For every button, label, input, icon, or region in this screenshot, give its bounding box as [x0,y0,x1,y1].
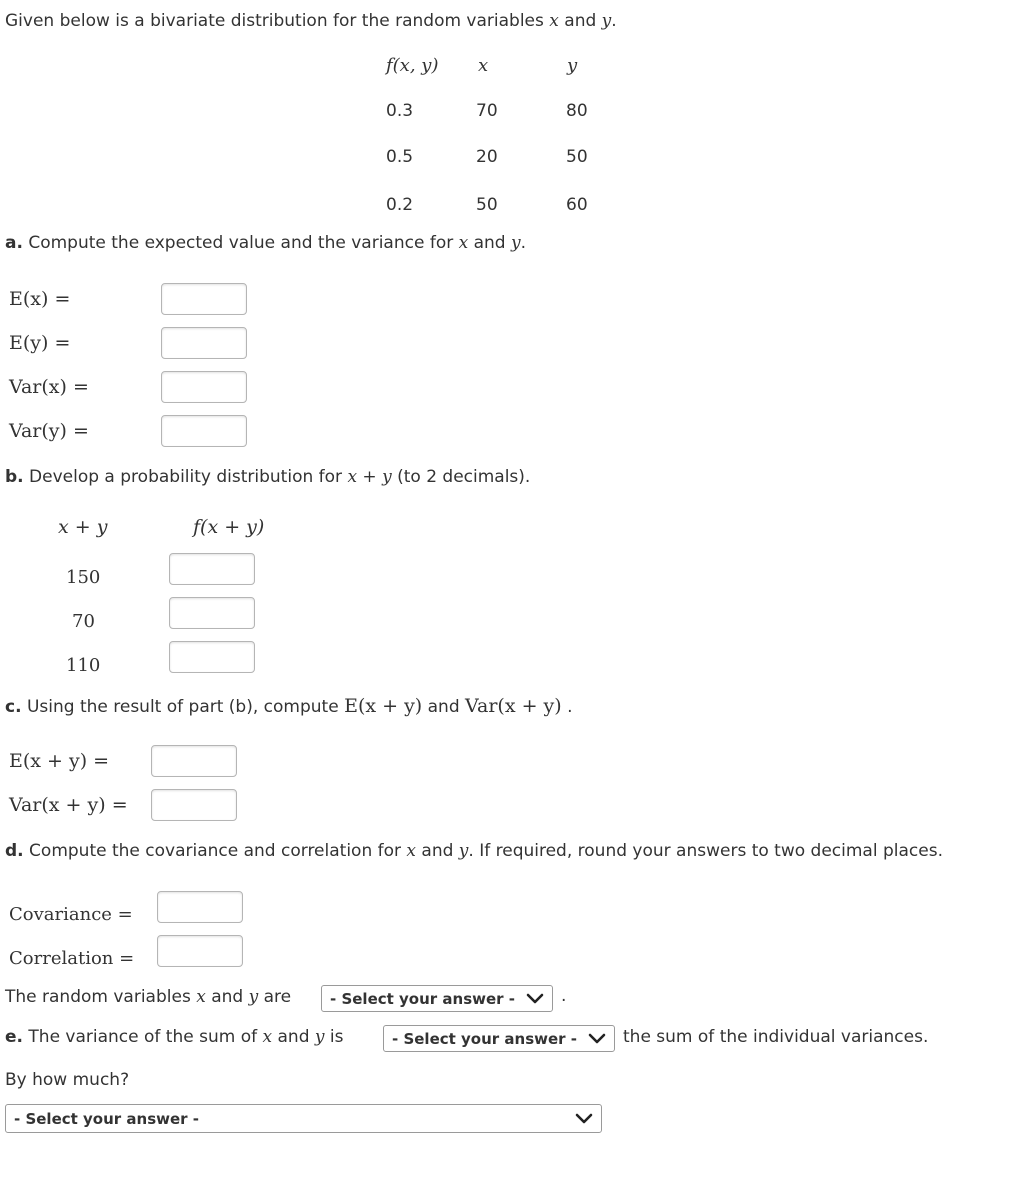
table-cell: 20 [476,147,498,167]
varxy-label: Var(x + y) = [9,794,128,816]
varx-label: Var(x) = [9,376,89,398]
intro-text: Given below is a bivariate distribution for the random variables x and y. [5,11,617,31]
table-header-fxy: f(x, y) [386,55,439,76]
covariance-input[interactable] [157,891,243,923]
table-header-x: x [478,55,489,76]
vary-label: Var(y) = [9,420,89,442]
table-cell: 50 [476,195,498,215]
table-cell: 80 [566,101,588,121]
xplusy-value: 150 [66,567,101,588]
chevron-down-icon [526,992,544,1006]
table-cell: 60 [566,195,588,215]
f70-input[interactable] [169,597,255,629]
covariance-label: Covariance = [9,904,133,925]
table-cell: 70 [476,101,498,121]
part-e-suffix: the sum of the individual variances. [623,1027,929,1047]
exy-label: E(x + y) = [9,750,110,772]
part-b-prompt: b. Develop a probability distribution for x + y (to 2 decimals). [5,467,531,487]
ex-label: E(x) = [9,288,71,310]
xplusy-header: x + y [58,516,108,538]
table-header-y: y [567,55,578,76]
relation-text: The random variables x and y are [5,987,292,1007]
variance-compare-select[interactable]: - Select your answer - [383,1025,615,1052]
correlation-input[interactable] [157,935,243,967]
xplusy-value: 110 [66,655,101,676]
xplusy-value: 70 [72,611,95,632]
by-how-much: By how much? [5,1070,130,1090]
amount-select[interactable]: - Select your answer - [5,1104,602,1133]
exy-input[interactable] [151,745,237,777]
f110-input[interactable] [169,641,255,673]
table-cell: 50 [566,147,588,167]
varx-input[interactable] [161,371,247,403]
correlation-label: Correlation = [9,948,135,969]
f150-input[interactable] [169,553,255,585]
ey-label: E(y) = [9,332,71,354]
part-c-prompt: c. Using the result of part (b), compute E(x + y) and Var(x + y) . [5,695,573,717]
varxy-input[interactable] [151,789,237,821]
chevron-down-icon [575,1112,593,1126]
ey-input[interactable] [161,327,247,359]
ex-input[interactable] [161,283,247,315]
fxplusy-header: f(x + y) [193,516,265,538]
part-d-prompt: d. Compute the covariance and correlation for x and y. If required, round your answers to two decimal places. [5,841,943,861]
part-a-prompt: a. Compute the expected value and the variance for x and y. [5,233,527,253]
relation-period: . [561,986,567,1006]
table-cell: 0.2 [386,195,414,215]
part-e-prompt: e. The variance of the sum of x and y is [5,1027,344,1047]
vary-input[interactable] [161,415,247,447]
table-cell: 0.5 [386,147,414,167]
relation-select[interactable]: - Select your answer - [321,985,553,1012]
chevron-down-icon [588,1032,606,1046]
table-cell: 0.3 [386,101,414,121]
